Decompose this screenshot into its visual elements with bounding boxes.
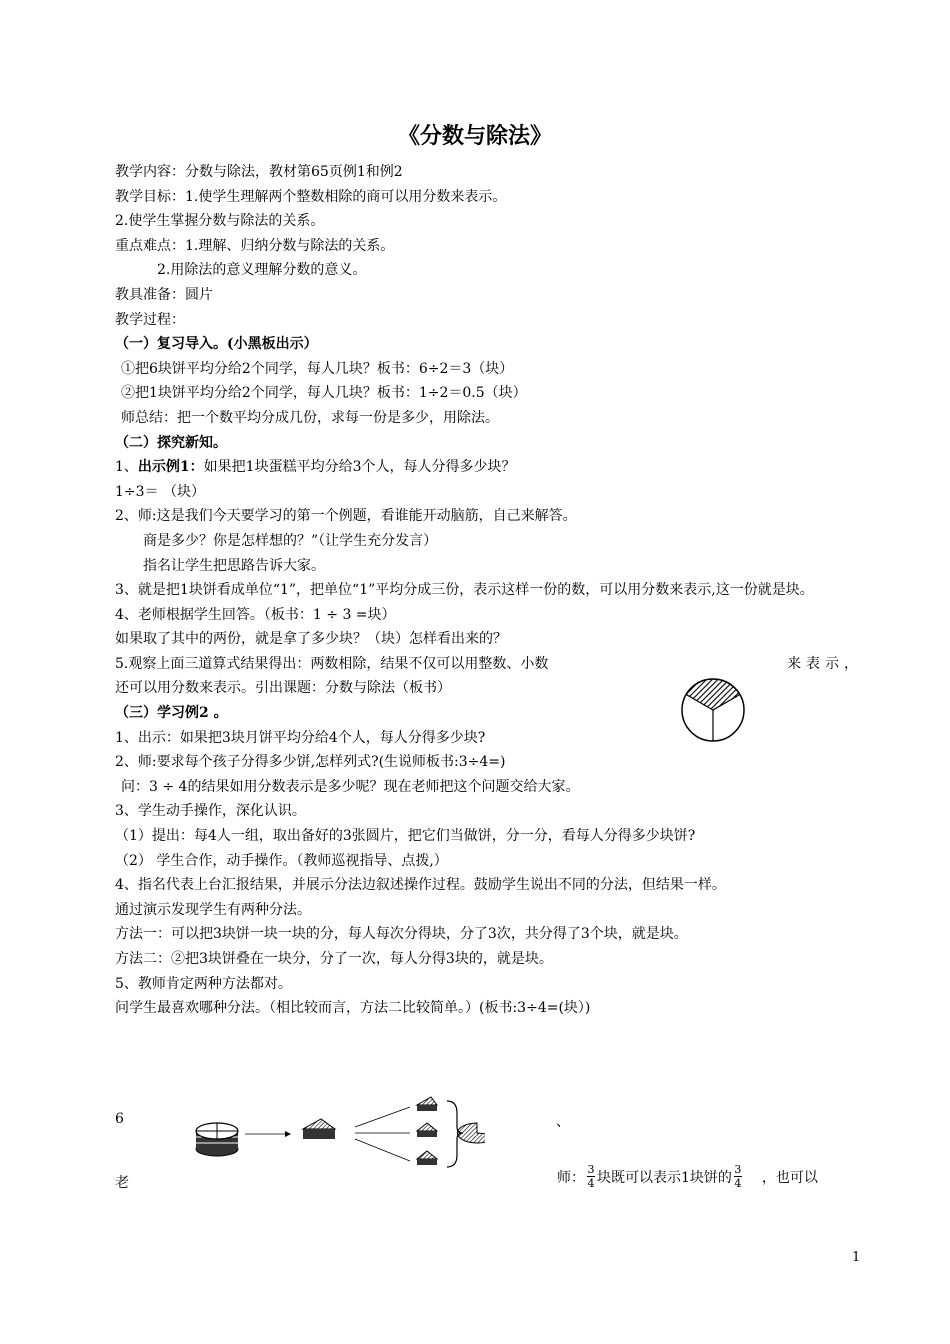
text-line: 2、师:这是我们今天要学习的第一个例题，看谁能开动脑筋，自己来解答。 [115, 508, 577, 525]
text-span: 5.观察上面三道算式结果得出：两数相除，结果不仅可以用整数、小数 [115, 655, 549, 672]
text-line: 教学内容：分数与除法，教材第65页例1和例2 [115, 164, 403, 180]
text-line: 问学生最喜欢哪种分法。（相比较而言，方法二比较简单。）(板书:3÷4=(块）) [115, 1000, 591, 1017]
text-line: 2.用除法的意义理解分数的意义。 [157, 262, 367, 279]
text-line: （1）提出：每4人一组，取出备好的3张圆片，把它们当做饼，分一分，看每人分得多少块饼? [115, 828, 696, 845]
text-line: 师总结：把一个数平均分成几份，求每一份是多少，用除法。 [121, 409, 499, 426]
text-line: 方法二：②把3块饼叠在一块分，分了一次，每人分得3块的，就是块。 [115, 951, 553, 967]
text-span: 1、 [115, 459, 138, 476]
fraction [587, 1164, 595, 1189]
text-span: 来表示， [787, 655, 863, 672]
list-number: 6 [115, 1111, 124, 1127]
text-line: 教学目标：1.使学生理解两个整数相除的商可以用分数来表示。 [115, 188, 507, 205]
text-line: 方法一：可以把3块饼一块一块的分，每人每次分得块，分了3次，共分得了3个块，就是块。 [115, 926, 688, 943]
text-line: 重点难点：1.理解、归纳分数与除法的关系。 [115, 237, 395, 254]
text-line: 如果取了其中的两份，就是拿了多少块？（块）怎样看出来的？ [115, 631, 507, 648]
fraction-numerator: 3 [734, 1163, 742, 1176]
three-quarter-cake [457, 1123, 485, 1143]
cake-piece [417, 1151, 437, 1165]
text-line: 商是多少？你是怎样想的？”（让学生充分发言） [143, 532, 438, 549]
text-line: 4、老师根据学生回答。（板书：1 ÷ 3 =块） [115, 606, 396, 623]
text-line: 2、师:要求每个孩子分得多少饼,怎样列式?(生说师板书:3÷4=) [115, 754, 506, 771]
text-line: 问：3 ÷ 4的结果如用分数表示是多少呢？现在老师把这个问题交给大家。 [121, 778, 580, 795]
fraction-denominator: 4 [587, 1177, 595, 1190]
fraction-denominator: 4 [734, 1177, 742, 1190]
section-heading: （一）复习导入。(小黑板出示） [115, 336, 318, 353]
text-line: 3、学生动手操作，深化认识。 [115, 803, 306, 820]
text-line: 1、出示：如果把3块月饼平均分给4个人，每人分得多少块? [115, 729, 486, 746]
text-line: （2） 学生合作，动手操作。（教师巡视指导、点拨,） [115, 852, 448, 869]
cake-piece [417, 1123, 437, 1137]
cake-slice [303, 1119, 335, 1139]
text-line [557, 1164, 818, 1189]
text-line: 2.使学生掌握分数与除法的关系。 [115, 213, 325, 230]
text-span: 如果把1块蛋糕平均分给3个人，每人分得多少块？ [203, 459, 516, 476]
fraction-numerator: 3 [587, 1163, 595, 1176]
text-span: 师： [557, 1169, 585, 1186]
section-heading: （二）探究新知。 [115, 434, 227, 451]
text-line: 还可以用分数来表示。引出课题：分数与除法（板书） [115, 680, 451, 697]
text-line: ①把6块饼平均分给2个同学，每人几块？板书：6÷2＝3（块） [121, 360, 514, 377]
fraction [734, 1164, 742, 1189]
cake-division-figure [185, 1083, 485, 1178]
text-line: ②把1块饼平均分给2个同学，每人几块？板书：1÷2＝0.5（块） [121, 385, 527, 402]
text-span-bold: 出示例1： [137, 459, 204, 476]
stacked-cakes [196, 1123, 238, 1156]
text-line [115, 455, 865, 480]
text-fragment: 老 [115, 1175, 129, 1191]
text-span: ，也可以 [761, 1169, 818, 1186]
page-title: 《分数与除法》 [397, 124, 552, 149]
text-span: 块既可以表示1块饼的 [597, 1169, 732, 1186]
document-body [115, 160, 865, 1021]
text-line: 1÷3＝ （块） [115, 483, 205, 500]
text-line: 指名让学生把思路告诉大家。 [143, 557, 325, 574]
text-line: 4、指名代表上台汇报结果，并展示分法边叙述操作过程。鼓励学生说出不同的分法，但结果一样。 [115, 877, 726, 894]
text-line [115, 652, 865, 677]
page-number: 1 [852, 1250, 861, 1265]
text-line: 教学过程： [115, 311, 185, 328]
text-line: 5、教师肯定两种方法都对。 [115, 975, 292, 992]
text-line: 教具准备：圆片 [115, 286, 213, 303]
section-heading: （三）学习例2 。 [115, 705, 228, 722]
text-paragraph: 3、就是把1块饼看成单位“1”，把单位“1”平均分成三份，表示这样一份的数，可以用分数来表示,这一份就是块。 [115, 582, 814, 599]
circle-thirds-illustration [680, 677, 746, 743]
text-line: 通过演示发现学生有两种分法。 [115, 901, 311, 918]
cake-piece [417, 1097, 437, 1111]
punctuation: 、 [556, 1114, 570, 1130]
